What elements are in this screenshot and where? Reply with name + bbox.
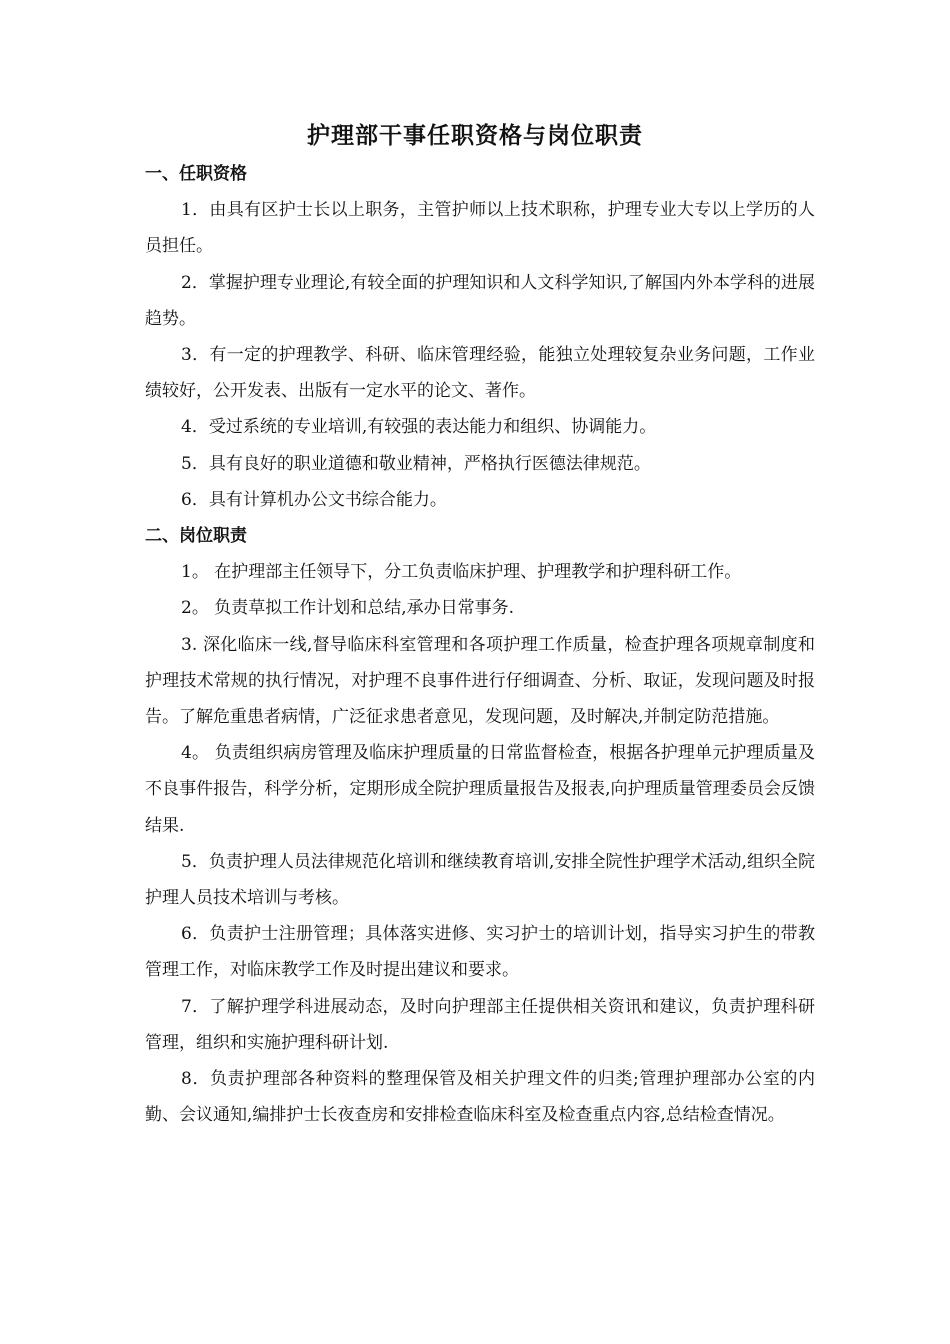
document-body <box>145 156 815 1133</box>
paragraph: 4．受过系统的专业培训,有较强的表达能力和组织、协调能力。 <box>181 417 657 438</box>
paragraph: 1。 在护理部主任领导下，分工负责临床护理、护理教学和护理科研工作。 <box>181 562 742 583</box>
paragraph: 3．有一定的护理教学、科研、临床管理经验，能独立处理较复杂业务问题，工作业绩较好，公开发表、出版有一定水平的论文、著作。 <box>145 345 815 402</box>
paragraph: 7．了解护理学科进展动态，及时向护理部主任提供相关资讯和建议，负责护理科研管理，组织和实施护理科研计划. <box>145 996 815 1053</box>
paragraph: 4。 负责组织病房管理及临床护理质量的日常监督检查，根据各护理单元护理质量及不良事件报告，科学分析，定期形成全院护理质量报告及报表,向护理质量管理委员会反馈结果. <box>145 743 815 836</box>
section-heading: 二、岗位职责 <box>145 526 247 547</box>
section-qualifications <box>145 156 815 518</box>
paragraph: 8．负责护理部各种资料的整理保管及相关护理文件的归类;管理护理部办公室的内勤、会议通知,编排护士长夜查房和安排检查临床科室及检查重点内容,总结检查情况。 <box>145 1069 815 1126</box>
paragraph: 6．负责护士注册管理；具体落实进修、实习护士的培训计划，指导实习护生的带教管理工作，对临床教学工作及时提出建议和要求。 <box>145 924 815 981</box>
paragraph: 5．负责护理人员法律规范化培训和继续教育培训,安排全院性护理学术活动,组织全院护理人员技术培训与考核。 <box>145 851 815 909</box>
paragraph: 2。 负责草拟工作计划和总结,承办日常事务. <box>181 598 515 619</box>
document-title: 护理部干事任职资格与岗位职责 <box>307 123 643 149</box>
paragraph: 2．掌握护理专业理论,有较全面的护理知识和人文科学知识,了解国内外本学科的进展趋势。 <box>145 272 815 329</box>
paragraph: 6．具有计算机办公文书综合能力。 <box>181 489 447 510</box>
paragraph: 1．由具有区护士长以上职务，主管护师以上技术职称，护理专业大专以上学历的人员担任。 <box>145 200 815 257</box>
section-heading: 一、任职资格 <box>145 164 247 184</box>
section-responsibilities <box>145 518 815 1133</box>
paragraph: 5．具有良好的职业道德和敬业精神，严格执行医德法律规范。 <box>181 453 651 474</box>
paragraph: 3. 深化临床一线,督导临床科室管理和各项护理工作质量，检查护理各项规章制度和护理技术常规的执行情况，对护理不良事件进行仔细调查、分析、取证，发现问题及时报告。了解危重患者病情，广泛征求患者意见，发现问题，及时解决,并制定防范措施。 <box>145 634 815 728</box>
